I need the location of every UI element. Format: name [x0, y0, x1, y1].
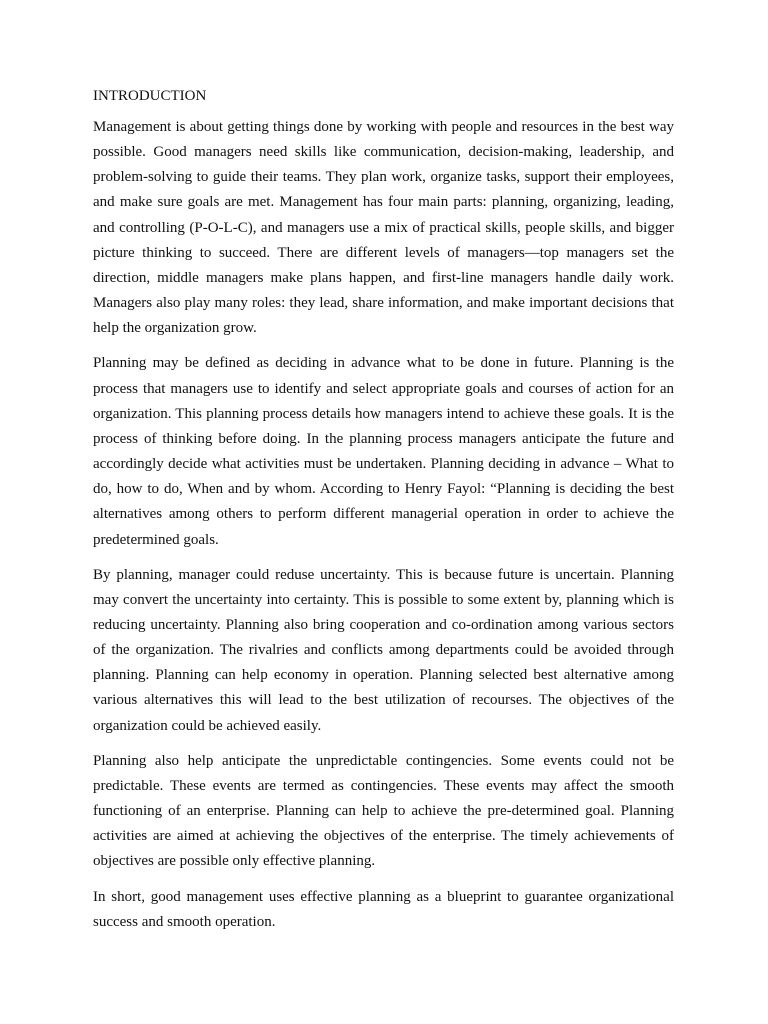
paragraph-planning-contingencies: Planning also help anticipate the unpredictable contingencies. Some events could not be predictable. These events are termed as contingencies. These events may affect the smooth functioning of an enterprise. Planning can help to achieve the pre-determined goal. Planning activities are aimed at achieving the objectives of the enterprise. The timely achievements of objectives are possible only effective planning. — [93, 752, 674, 870]
document-page — [93, 86, 674, 945]
paragraph-planning-definition: Planning may be defined as deciding in advance what to be done in future. Planning is the process that managers use to identify and select appropriate goals and courses of action for an organization. This planning process details how managers intend to achieve these goals. It is the process of thinking before doing. In the planning process managers anticipate the future and accordingly decide what activities must be undertaken. Planning deciding in advance – What to do, how to do, When and by whom. According to Henry Fayol: “Planning is deciding the best alternatives among others to perform different managerial operation in order to achieve the predetermined goals. — [93, 355, 674, 548]
paragraph-planning-uncertainty: By planning, manager could reduse uncertainty. This is because future is uncertain. Planning may convert the uncertainty into certainty. This is possible to some extent by, planning which is reducing uncertainty. Planning also bring cooperation and co-ordination among various sectors of the organization. The rivalries and conflicts among departments could be avoided through planning. Planning can help economy in operation. Planning selected best alternative among various alternatives this will lead to the best utilization of recourses. The objectives of the organization could be achieved easily. — [93, 566, 674, 734]
paragraph-conclusion: In short, good management uses effective planning as a blueprint to guarantee organizational success and smooth operation. — [93, 888, 674, 930]
section-heading: INTRODUCTION — [93, 88, 207, 104]
paragraph-management-overview: Management is about getting things done by working with people and resources in the best way possible. Good managers need skills like communication, decision-making, leadership, and problem-solving to guide their teams. They plan work, organize tasks, support their employees, and make sure goals are met. Management has four main parts: planning, organizing, leading, and controlling (P-O-L-C), and managers use a mix of practical skills, people skills, and bigger picture thinking to succeed. There are different levels of managers—top managers set the direction, middle managers make plans happen, and first-line managers handle daily work. Managers also play many roles: they lead, share information, and make important decisions that help the organization grow. — [93, 119, 674, 337]
